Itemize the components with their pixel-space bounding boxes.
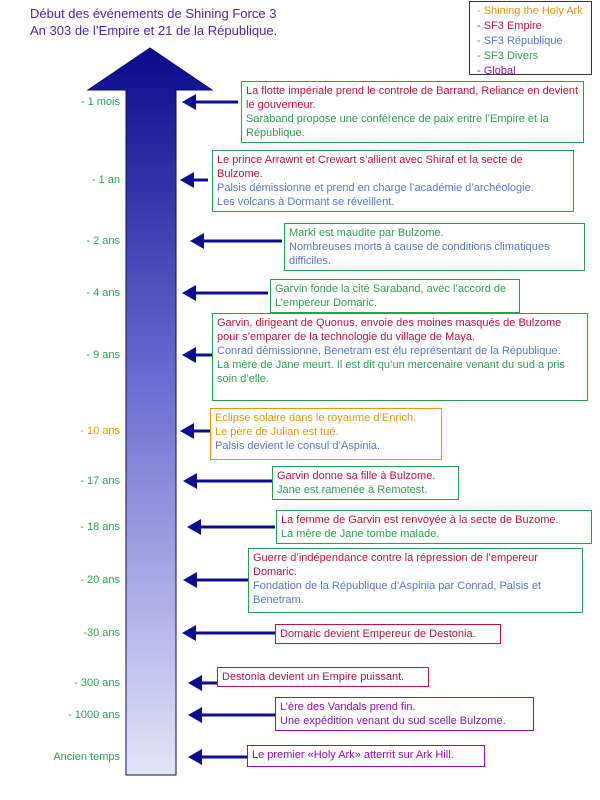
event-text: La mère de Jane meurt. Il est dit qu’un mercenaire venant du sud a pris soin d’elle. <box>217 359 565 385</box>
event-box <box>210 408 442 460</box>
event-text: Eclipse solaire dans le royaume d’Enrich. <box>215 412 417 424</box>
tick-label: - 1000 ans <box>68 709 120 721</box>
event-arrow <box>182 347 212 363</box>
tick-label: - 1 mois <box>80 96 120 108</box>
event-arrow <box>183 473 272 489</box>
legend-item-republique: - SF3 République <box>477 35 563 47</box>
event-text: La flotte impériale prend le controle de Barrand, Reliance en devient le gouverneur. <box>246 85 579 111</box>
event-arrow <box>187 519 275 535</box>
title-line-1: Début des événements de Shining Force 3 <box>30 6 277 21</box>
event-text: Le prince Arrawnt et Crewart s’allient avec Shiraf et la secte de Bulzome. <box>217 154 523 180</box>
event-box <box>241 81 584 143</box>
event-box <box>284 223 585 271</box>
event-box <box>248 548 583 613</box>
tick-label: - 4 ans <box>86 287 120 299</box>
event-text: Palsis démissionne et prend en charge l’académie d’archéologie. <box>217 182 534 194</box>
event-text: Nombreuses morts à cause de conditions climatiques difficiles. <box>289 241 550 267</box>
event-arrow <box>188 707 275 723</box>
event-text: Guerre d’indépendance contre la répression de l’empereur Domaric. <box>253 552 538 578</box>
event-arrow <box>180 423 210 439</box>
event-text: Destonia devient un Empire puissant. <box>222 671 405 683</box>
event-arrow <box>180 172 208 188</box>
legend-item-holyark: - Shining the Holy Ark <box>477 5 583 17</box>
tick-label: - 9 ans <box>86 349 120 361</box>
event-text: La mère de Jane tombe malade. <box>281 528 440 540</box>
event-text: Jane est ramenée à Remotest. <box>277 484 428 496</box>
event-box <box>270 279 520 313</box>
event-text: Conrad démissionne, Benetram est élu représentant de la République. <box>217 345 561 357</box>
event-box <box>212 313 588 401</box>
event-box <box>275 624 501 644</box>
event-arrow <box>190 233 282 249</box>
event-text: Le père de Julian est tué. <box>215 426 339 438</box>
event-arrow <box>188 749 248 765</box>
timeline-main-arrow <box>88 48 212 775</box>
event-arrow <box>182 285 268 301</box>
event-text: Marki est maudite par Bulzome. <box>289 227 444 239</box>
event-box <box>247 745 485 767</box>
title-line-2: An 303 de l’Empire et 21 de la République. <box>30 23 278 38</box>
event-box <box>212 150 574 212</box>
event-box <box>276 510 592 544</box>
event-text: Une expédition venant du sud scelle Bulzome. <box>280 715 506 727</box>
tick-label: - 2 ans <box>86 235 120 247</box>
legend-item-divers: - SF3 Divers <box>477 50 539 62</box>
event-text: Garvin, dirigeant de Quonus, envoie des moines masqués de Bulzome pour s’emparer de la technologie du village de Maya. <box>217 317 562 343</box>
tick-label: - 18 ans <box>80 521 120 533</box>
tick-label: - 300 ans <box>74 677 120 689</box>
event-box <box>217 667 429 687</box>
legend-item-global: - Global <box>477 65 516 77</box>
event-text: L’ère des Vandals prend fin. <box>280 701 416 713</box>
tick-label: - 10 ans <box>80 425 120 437</box>
event-text: Fondation de la République d’Aspinia par Conrad, Palsis et Benetram. <box>253 580 542 606</box>
event-text: La femme de Garvin est renvoyée à la secte de Buzome. <box>281 514 559 526</box>
event-text: Garvin fonde la cité Saraband, avec l’accord de L’empereur Domaric. <box>275 283 507 309</box>
event-box <box>275 697 534 731</box>
legend-item-empire: - SF3 Empire <box>477 20 542 32</box>
event-arrow <box>182 625 275 641</box>
event-arrow <box>182 94 238 110</box>
event-text: Garvin donne sa fille à Bulzome. <box>277 470 436 482</box>
event-box <box>272 466 459 500</box>
tick-label: Ancien temps <box>53 751 120 763</box>
tick-label: - 20 ans <box>80 574 120 586</box>
event-text: Les volcans à Dormant se réveillent. <box>217 196 395 208</box>
tick-label: - 17 ans <box>80 475 120 487</box>
event-arrow <box>188 675 217 691</box>
event-text: Le premier «Holy Ark» atterrit sur Ark Hill. <box>252 749 454 761</box>
tick-label: - 1 an <box>91 174 120 186</box>
event-arrow <box>183 572 248 588</box>
event-text: Saraband propose une conférence de paix entre l’Empire et la République. <box>246 113 549 139</box>
tick-label: -30 ans <box>83 627 120 639</box>
event-text: Domaric devient Empereur de Destonia. <box>280 628 476 640</box>
event-text: Palsis devient le consul d’Aspinia. <box>215 440 381 452</box>
